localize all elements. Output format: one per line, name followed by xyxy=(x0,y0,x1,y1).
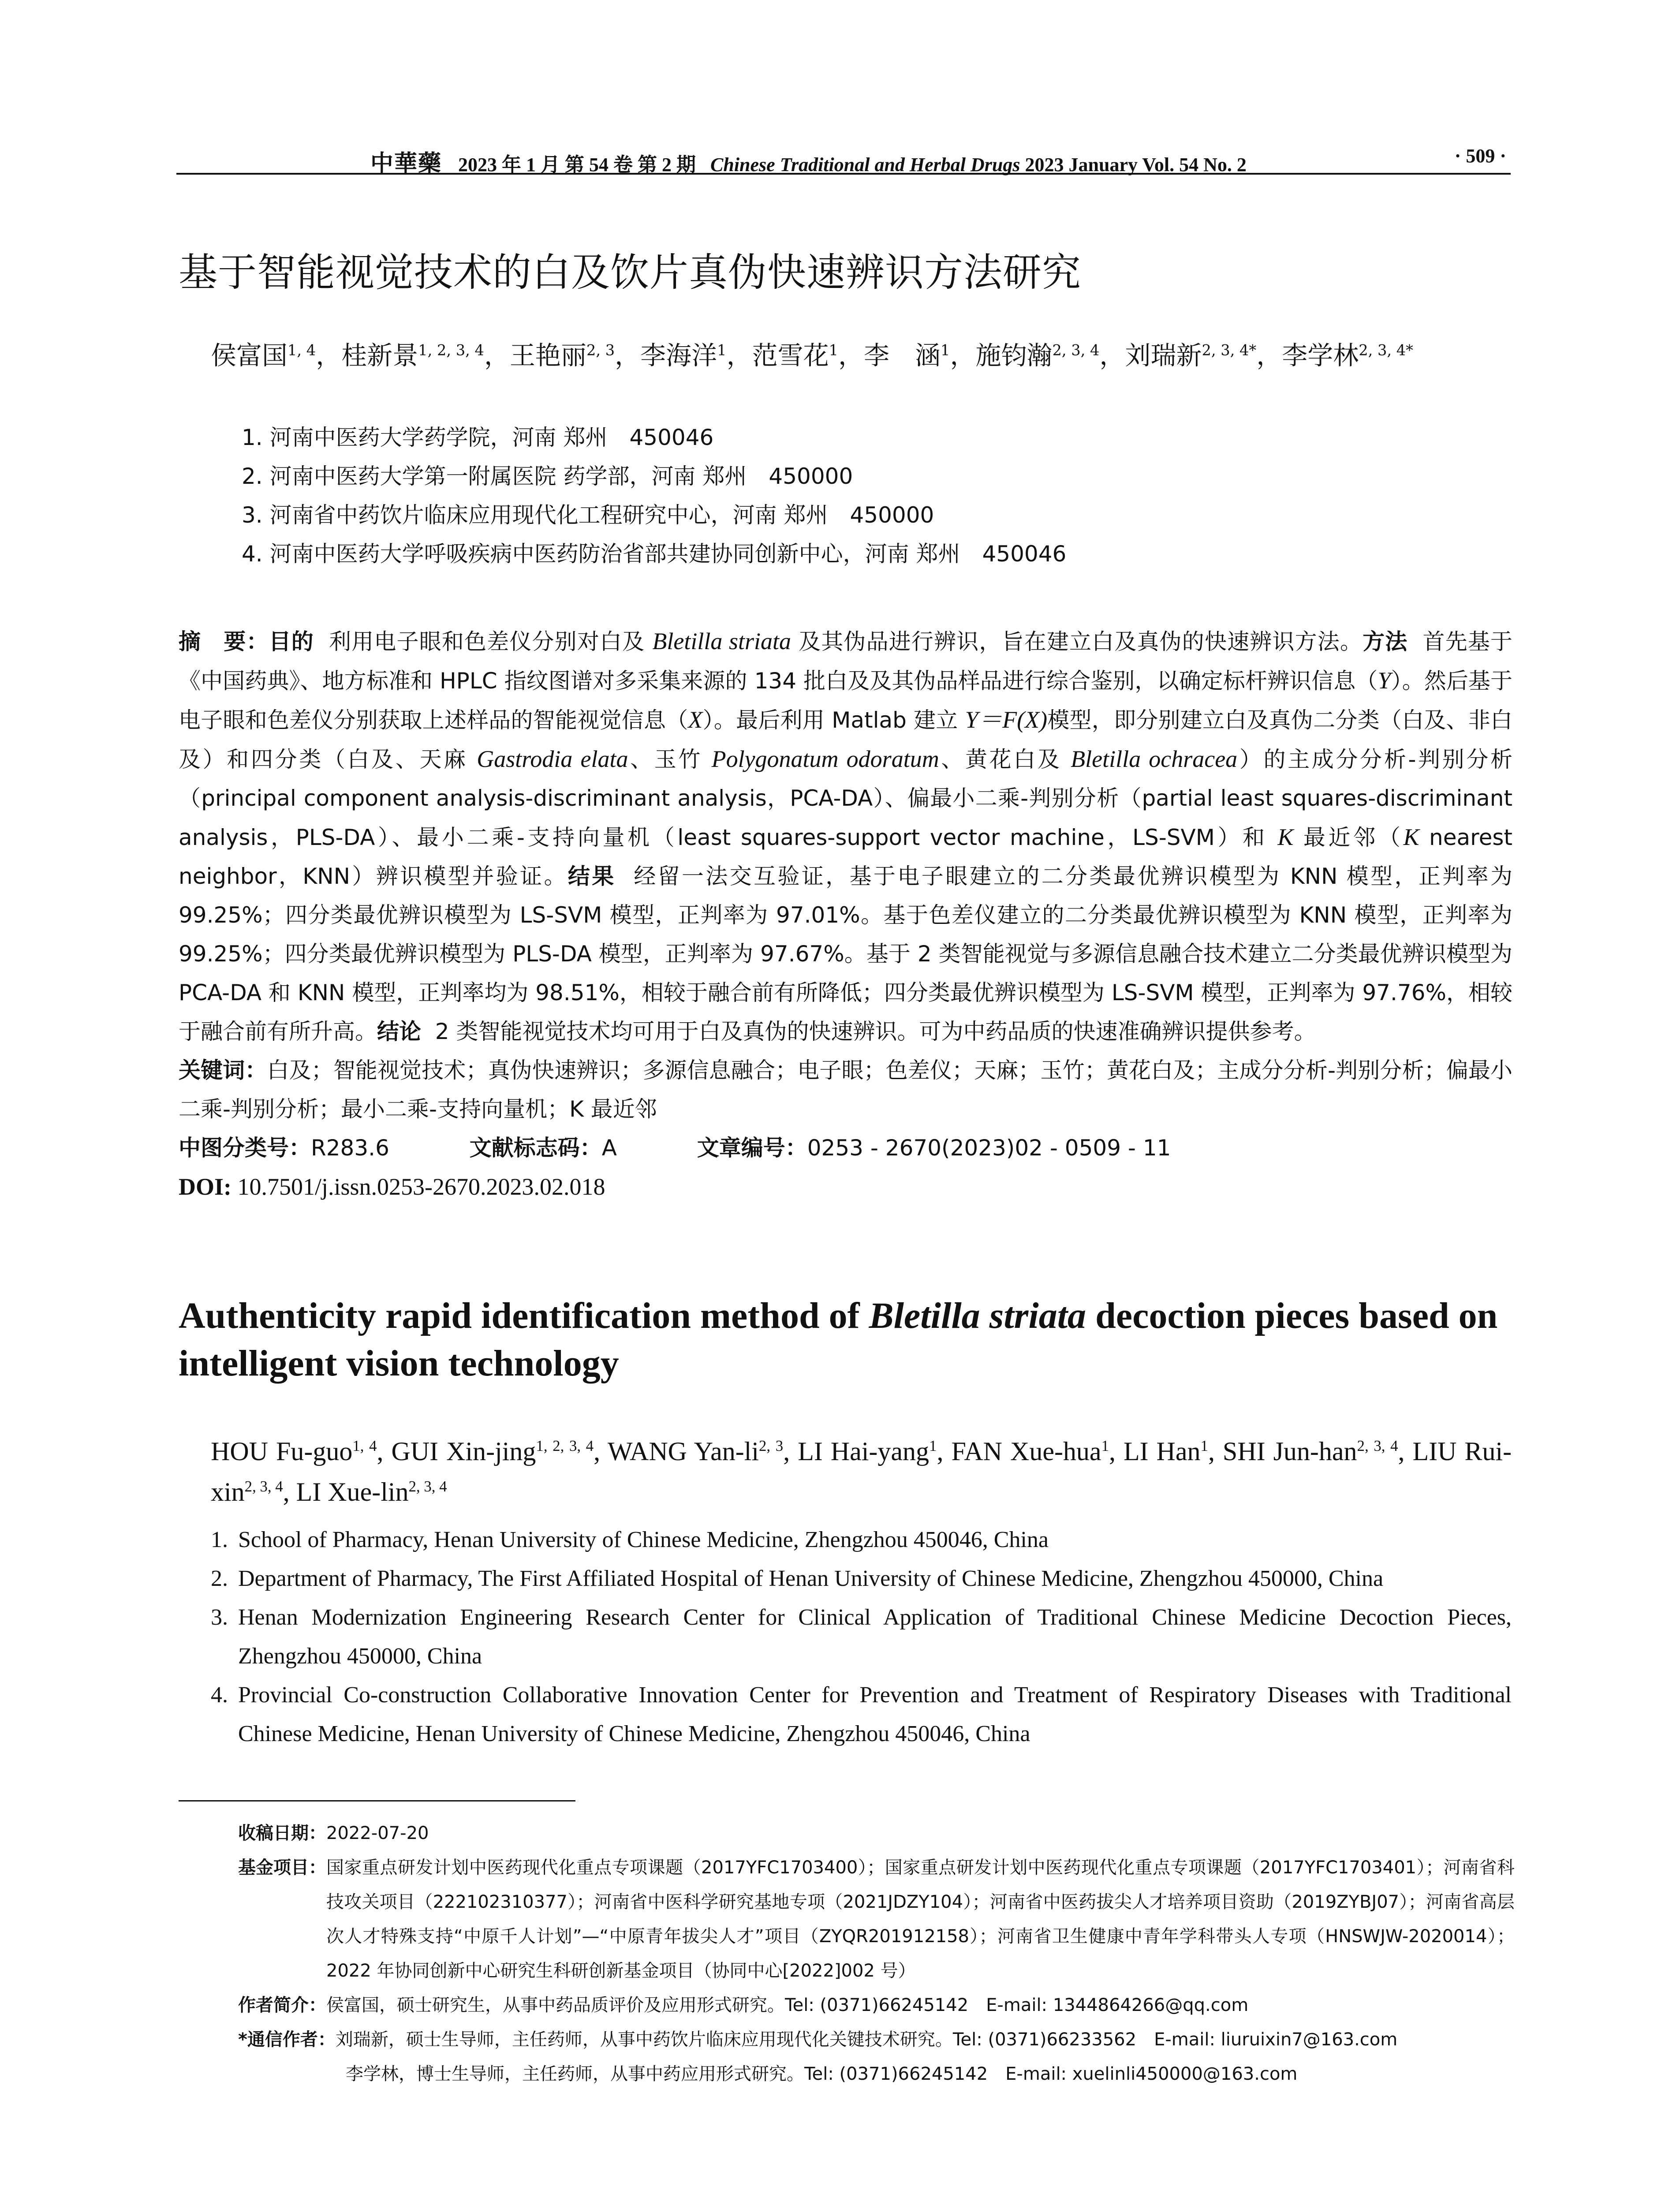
author-affiliation-marker: 1 xyxy=(941,341,950,359)
footnote-divider xyxy=(179,1800,575,1801)
author-name: 李学林 xyxy=(1282,340,1359,370)
author-affiliation-marker: 2, 3, 4* xyxy=(1359,341,1413,359)
species-name: Bletilla ochracea xyxy=(1071,746,1238,772)
received-label: 收稿日期： xyxy=(238,1823,326,1843)
abstract-text: nearest neighbor，KNN）辨识模型并验证。 xyxy=(179,825,1513,889)
author-name: LIU Rui-xin xyxy=(211,1437,1512,1506)
affiliation-en xyxy=(211,1559,1512,1598)
author-name: LI Xue-lin xyxy=(296,1477,409,1506)
author-name: SHI Jun-han xyxy=(1222,1437,1357,1466)
author-name: 范雪花 xyxy=(752,340,829,370)
symbol: X xyxy=(688,706,703,733)
abstract-body xyxy=(179,622,1512,1051)
author-affiliation-marker: 1 xyxy=(829,341,839,359)
species-name: Bletilla striata xyxy=(652,628,791,654)
article-title-en xyxy=(179,1292,1515,1387)
doi-link[interactable]: 10.7501/j.issn.0253-2670.2023.02.018 xyxy=(237,1174,605,1200)
affiliation-text: Provincial Co-construction Collaborative Innovation Center for Prevention and Treatment of Respiratory Diseases with Traditional Chinese Medicine, Henan University of Chinese Medicine, Zhengzhou 450046, China xyxy=(238,1682,1512,1746)
abstract-text: 模型，即分别建立白及真伪二分类（白及、非白及）和四分类（白及、天麻 xyxy=(179,707,1513,772)
corresponding-text: 李学林，博士生导师，主任药师，从事中药应用形式研究。Tel: (0371)66245142 E-mail: xuelinli450000@163.com xyxy=(346,2064,1298,2084)
author-name: WANG Yan-li xyxy=(608,1437,759,1466)
species-name: Bletilla striata xyxy=(869,1295,1086,1336)
abstract-text: 及其伪品进行辨识，旨在建立白及真伪的快速辨识方法。 xyxy=(791,629,1363,654)
keywords xyxy=(179,1051,1512,1129)
result-label: 结果 xyxy=(567,863,616,889)
journal-issue-cn: 2023 年 1 月 第 54 卷 第 2 期 xyxy=(458,154,696,176)
abstract-text: 首先基于《中国药典》、地方标准和 HPLC 指纹图谱对多采集来源的 134 批白及及其伪品样品进行综合鉴别，以确定标杆辨识信息（ xyxy=(179,629,1513,694)
symbol: K xyxy=(1403,824,1419,850)
affiliation-en xyxy=(211,1521,1512,1559)
formula: Y＝F(X) xyxy=(965,706,1048,733)
author-affiliation-marker: 2, 3 xyxy=(759,1437,784,1454)
affiliation-list-en xyxy=(211,1521,1512,1753)
author-list-cn: 侯富国$^{1, 4}$，桂新景$^{1, 2, 3, 4}$，王艳丽$^{2, 3}$，李海洋$^1$，范雪花$^1$，李 涵$^1$，施钧瀚$^{2, 3, 4}$，刘瑞新$^{2, 3, 4*}$，李学林$^{2, 3, 4*}$ xyxy=(211,340,1413,370)
corresponding-label: *通信作者： xyxy=(238,2029,336,2050)
funding-text: 国家重点研发计划中医药现代化重点专项课题（2017YFC1703400）；国家重点研发计划中医药现代化重点专项课题（2017YFC1703401）；河南省科技攻关项目（222102310377）；河南省中医科学研究基地专项（2021JDZY104）；河南省中医药拔尖人才培养项目资助（2019ZYBJ07）；河南省高层次人才特殊支持“中原千人计划”—“中原青年拔尖人才”项目（ZYQR201912158）；河南省卫生健康中青年学科带头人专项（HNSWJW-2020014）；2022 年协同创新中心研究生科研创新基金项目（协同中心[2022]002 号） xyxy=(326,1857,1515,1981)
received-date xyxy=(238,1816,1515,1850)
author-affiliation-marker: 2, 3 xyxy=(586,341,615,359)
title-text: Authenticity rapid identification method of xyxy=(179,1295,869,1336)
abstract-text: 、黄花白及 xyxy=(939,747,1071,772)
author-affiliation-marker: 1, 2, 3, 4 xyxy=(418,341,484,359)
author-affiliation-marker: 1 xyxy=(929,1437,937,1454)
footnotes xyxy=(238,1816,1515,2091)
abstract-text: 最近邻（ xyxy=(1293,825,1404,850)
affiliation-cn: 4. 河南中医药大学呼吸疾病中医药防治省部共建协同创新中心，河南 郑州 450046 xyxy=(242,541,1067,567)
symbol: Y xyxy=(1378,667,1391,694)
author-name: LI Han xyxy=(1123,1437,1201,1466)
affiliation-text: Henan Modernization Engineering Research Center for Clinical Application of Traditional Chinese Medicine Decoction Pieces, Zhengzhou 450000, China xyxy=(238,1605,1512,1669)
abstract-text: ）。最后利用 Matlab 建立 xyxy=(702,707,965,733)
journal-citation xyxy=(370,145,1247,178)
author-affiliation-marker: 1 xyxy=(717,341,727,359)
author-name: 王艳丽 xyxy=(509,340,586,370)
author-affiliation-marker: 1, 2, 3, 4 xyxy=(536,1437,594,1454)
corresponding-author xyxy=(238,2057,1515,2091)
author-bio xyxy=(238,1988,1515,2022)
author-bio-text: 侯富国，硕士研究生，从事中药品质评价及应用形式研究。Tel: (0371)66245142 E-mail: 1344864266@qq.com xyxy=(326,1995,1249,2015)
author-bio-label: 作者简介： xyxy=(238,1995,326,2015)
species-name: Gastrodia elata xyxy=(477,746,628,772)
abstract-text: 、玉竹 xyxy=(628,747,712,772)
affiliation-cn: 1. 河南中医药大学药学院，河南 郑州 450046 xyxy=(242,425,714,450)
journal-issue-en: 2023 January Vol. 54 No. 2 xyxy=(1025,154,1247,176)
funding-label: 基金项目： xyxy=(238,1857,326,1878)
author-name: 侯富国 xyxy=(211,340,288,370)
abstract-text: 利用电子眼和色差仪分别对白及 xyxy=(329,629,653,654)
keywords-label: 关键词： xyxy=(179,1058,267,1083)
author-affiliation-marker: 2, 3, 4 xyxy=(244,1478,283,1495)
abstract-cn xyxy=(179,622,1512,1206)
affiliation-en xyxy=(211,1598,1512,1676)
author-name: 李 涵 xyxy=(864,340,941,370)
affiliation-en xyxy=(211,1676,1512,1753)
classification-line xyxy=(179,1129,1512,1167)
author-name: 施钧瀚 xyxy=(975,340,1053,370)
article-number-label: 文章编号： xyxy=(697,1135,807,1161)
abstract-text: ）的主成分分析-判别分析（principal component analysis-discriminant analysis，PCA-DA）、偏最小二乘-判别分析（partial least squares-discriminant analysis，PLS-DA）、最小二乘-支持向量机（least squares-support vector machine，LS-SVM）和 xyxy=(179,747,1512,850)
abstract-text: ）。然后基于电子眼和色差仪分别获取上述样品的智能视觉信息（ xyxy=(179,668,1513,733)
author-affiliation-marker: 1 xyxy=(1200,1437,1208,1454)
article-number-value: 0253 - 2670(2023)02 - 0509 - 11 xyxy=(807,1135,1171,1161)
journal-name-en: Chinese Traditional and Herbal Drugs xyxy=(710,154,1020,176)
article-title-cn: 基于智能视觉技术的白及饮片真伪快速辨识方法研究 xyxy=(179,250,1082,295)
title-text: decoction pieces based on intelligent vision technology xyxy=(179,1295,1498,1384)
abstract-label: 摘 要： xyxy=(179,629,269,654)
journal-logo: 中華藥 xyxy=(370,151,442,176)
conclusion-label: 结论 xyxy=(377,1019,421,1044)
author-name: 李海洋 xyxy=(640,340,717,370)
affiliation-number: 3. xyxy=(211,1605,228,1630)
keywords-text: 白及；智能视觉技术；真伪快速辨识；多源信息融合；电子眼；色差仪；天麻；玉竹；黄花白及；主成分分析-判别分析；偏最小二乘-判别分析；最小二乘-支持向量机；K 最近邻 xyxy=(179,1058,1512,1122)
author-affiliation-marker: 1, 4 xyxy=(287,341,316,359)
author-name: 刘瑞新 xyxy=(1125,340,1202,370)
corresponding-text: 刘瑞新，硕士生导师，主任药师，从事中药饮片临床应用现代化关键技术研究。Tel: (0371)66233562 E-mail: liuruixin7@163.com xyxy=(335,2029,1398,2050)
author-name: 桂新景 xyxy=(341,340,418,370)
doc-code-value: A xyxy=(601,1135,617,1161)
method-label: 方法 xyxy=(1363,629,1408,654)
author-name: LI Hai-yang xyxy=(798,1437,930,1466)
running-header xyxy=(176,142,1511,175)
affiliation-list-cn xyxy=(242,420,1066,575)
author-affiliation-marker: 1, 4 xyxy=(352,1437,377,1454)
clc-label: 中图分类号： xyxy=(179,1135,311,1161)
author-affiliation-marker: 2, 3, 4 xyxy=(408,1478,447,1495)
affiliation-text: School of Pharmacy, Henan University of Chinese Medicine, Zhengzhou 450046, China xyxy=(238,1527,1049,1552)
doi-label: DOI: xyxy=(179,1174,231,1200)
funding xyxy=(238,1850,1515,1988)
affiliation-number: 2. xyxy=(211,1566,228,1591)
affiliation-number: 4. xyxy=(211,1682,228,1708)
author-list-en: HOU Fu-guo$^{1, 4}$, GUI Xin-jing$^{1, 2, 3, 4}$, WANG Yan-li$^{2, 3}$, LI Hai-yang$^1$, FAN Xue-hua$^1$, LI Han$^1$, SHI Jun-han$^{2, 3, 4}$, LIU Rui-xin$^{2, 3, 4}$, LI Xue-lin$^{2, 3, 4}$ xyxy=(211,1437,1512,1506)
abstract-text: 2 类智能视觉技术均可用于白及真伪的快速辨识。可为中药品质的快速准确辨识提供参考。 xyxy=(435,1019,1316,1044)
doc-code-label: 文献标志码： xyxy=(469,1135,602,1161)
author-affiliation-marker: 1 xyxy=(1101,1437,1109,1454)
symbol: K xyxy=(1277,824,1294,850)
received-value: 2022-07-20 xyxy=(326,1823,429,1843)
doi-line xyxy=(179,1167,1512,1206)
author-name: HOU Fu-guo xyxy=(211,1437,353,1466)
goal-label: 目的 xyxy=(269,629,314,654)
affiliation-cn: 2. 河南中医药大学第一附属医院 药学部，河南 郑州 450000 xyxy=(242,463,853,489)
page-number: · 509 · xyxy=(1454,145,1506,167)
clc-value: R283.6 xyxy=(311,1135,389,1161)
affiliation-cn: 3. 河南省中药饮片临床应用现代化工程研究中心，河南 郑州 450000 xyxy=(242,502,934,528)
author-affiliation-marker: 2, 3, 4* xyxy=(1202,341,1257,359)
abstract-text: 经留一法交互验证，基于电子眼建立的二分类最优辨识模型为 KNN 模型，正判率为 99.25%；四分类最优辨识模型为 LS-SVM 模型，正判率为 97.01%。基于色差仪建立的二分类最优辨识模型为 KNN 模型，正判率为 99.25%；四分类最优辨识模型为 PLS-DA 模型，正判率为 97.67%。基于 2 类智能视觉与多源信息融合技术建立二分类最优辨识模型为 PCA-DA 和 KNN 模型，正判率均为 98.51%，相较于融合前有所降低；四分类最优辨识模型为 LS-SVM 模型，正判率为 97.76%，相较于融合前有所升高。 xyxy=(179,863,1513,1044)
species-name: Polygonatum odoratum xyxy=(711,746,939,772)
author-affiliation-marker: 2, 3, 4 xyxy=(1357,1437,1398,1454)
author-name: GUI Xin-jing xyxy=(391,1437,536,1466)
affiliation-number: 1. xyxy=(211,1527,228,1552)
author-name: FAN Xue-hua xyxy=(951,1437,1101,1466)
author-affiliation-marker: 2, 3, 4 xyxy=(1052,341,1100,359)
corresponding-author xyxy=(238,2022,1515,2057)
affiliation-text: Department of Pharmacy, The First Affiliated Hospital of Henan University of Chinese Medicine, Zhengzhou 450000, China xyxy=(238,1566,1384,1591)
